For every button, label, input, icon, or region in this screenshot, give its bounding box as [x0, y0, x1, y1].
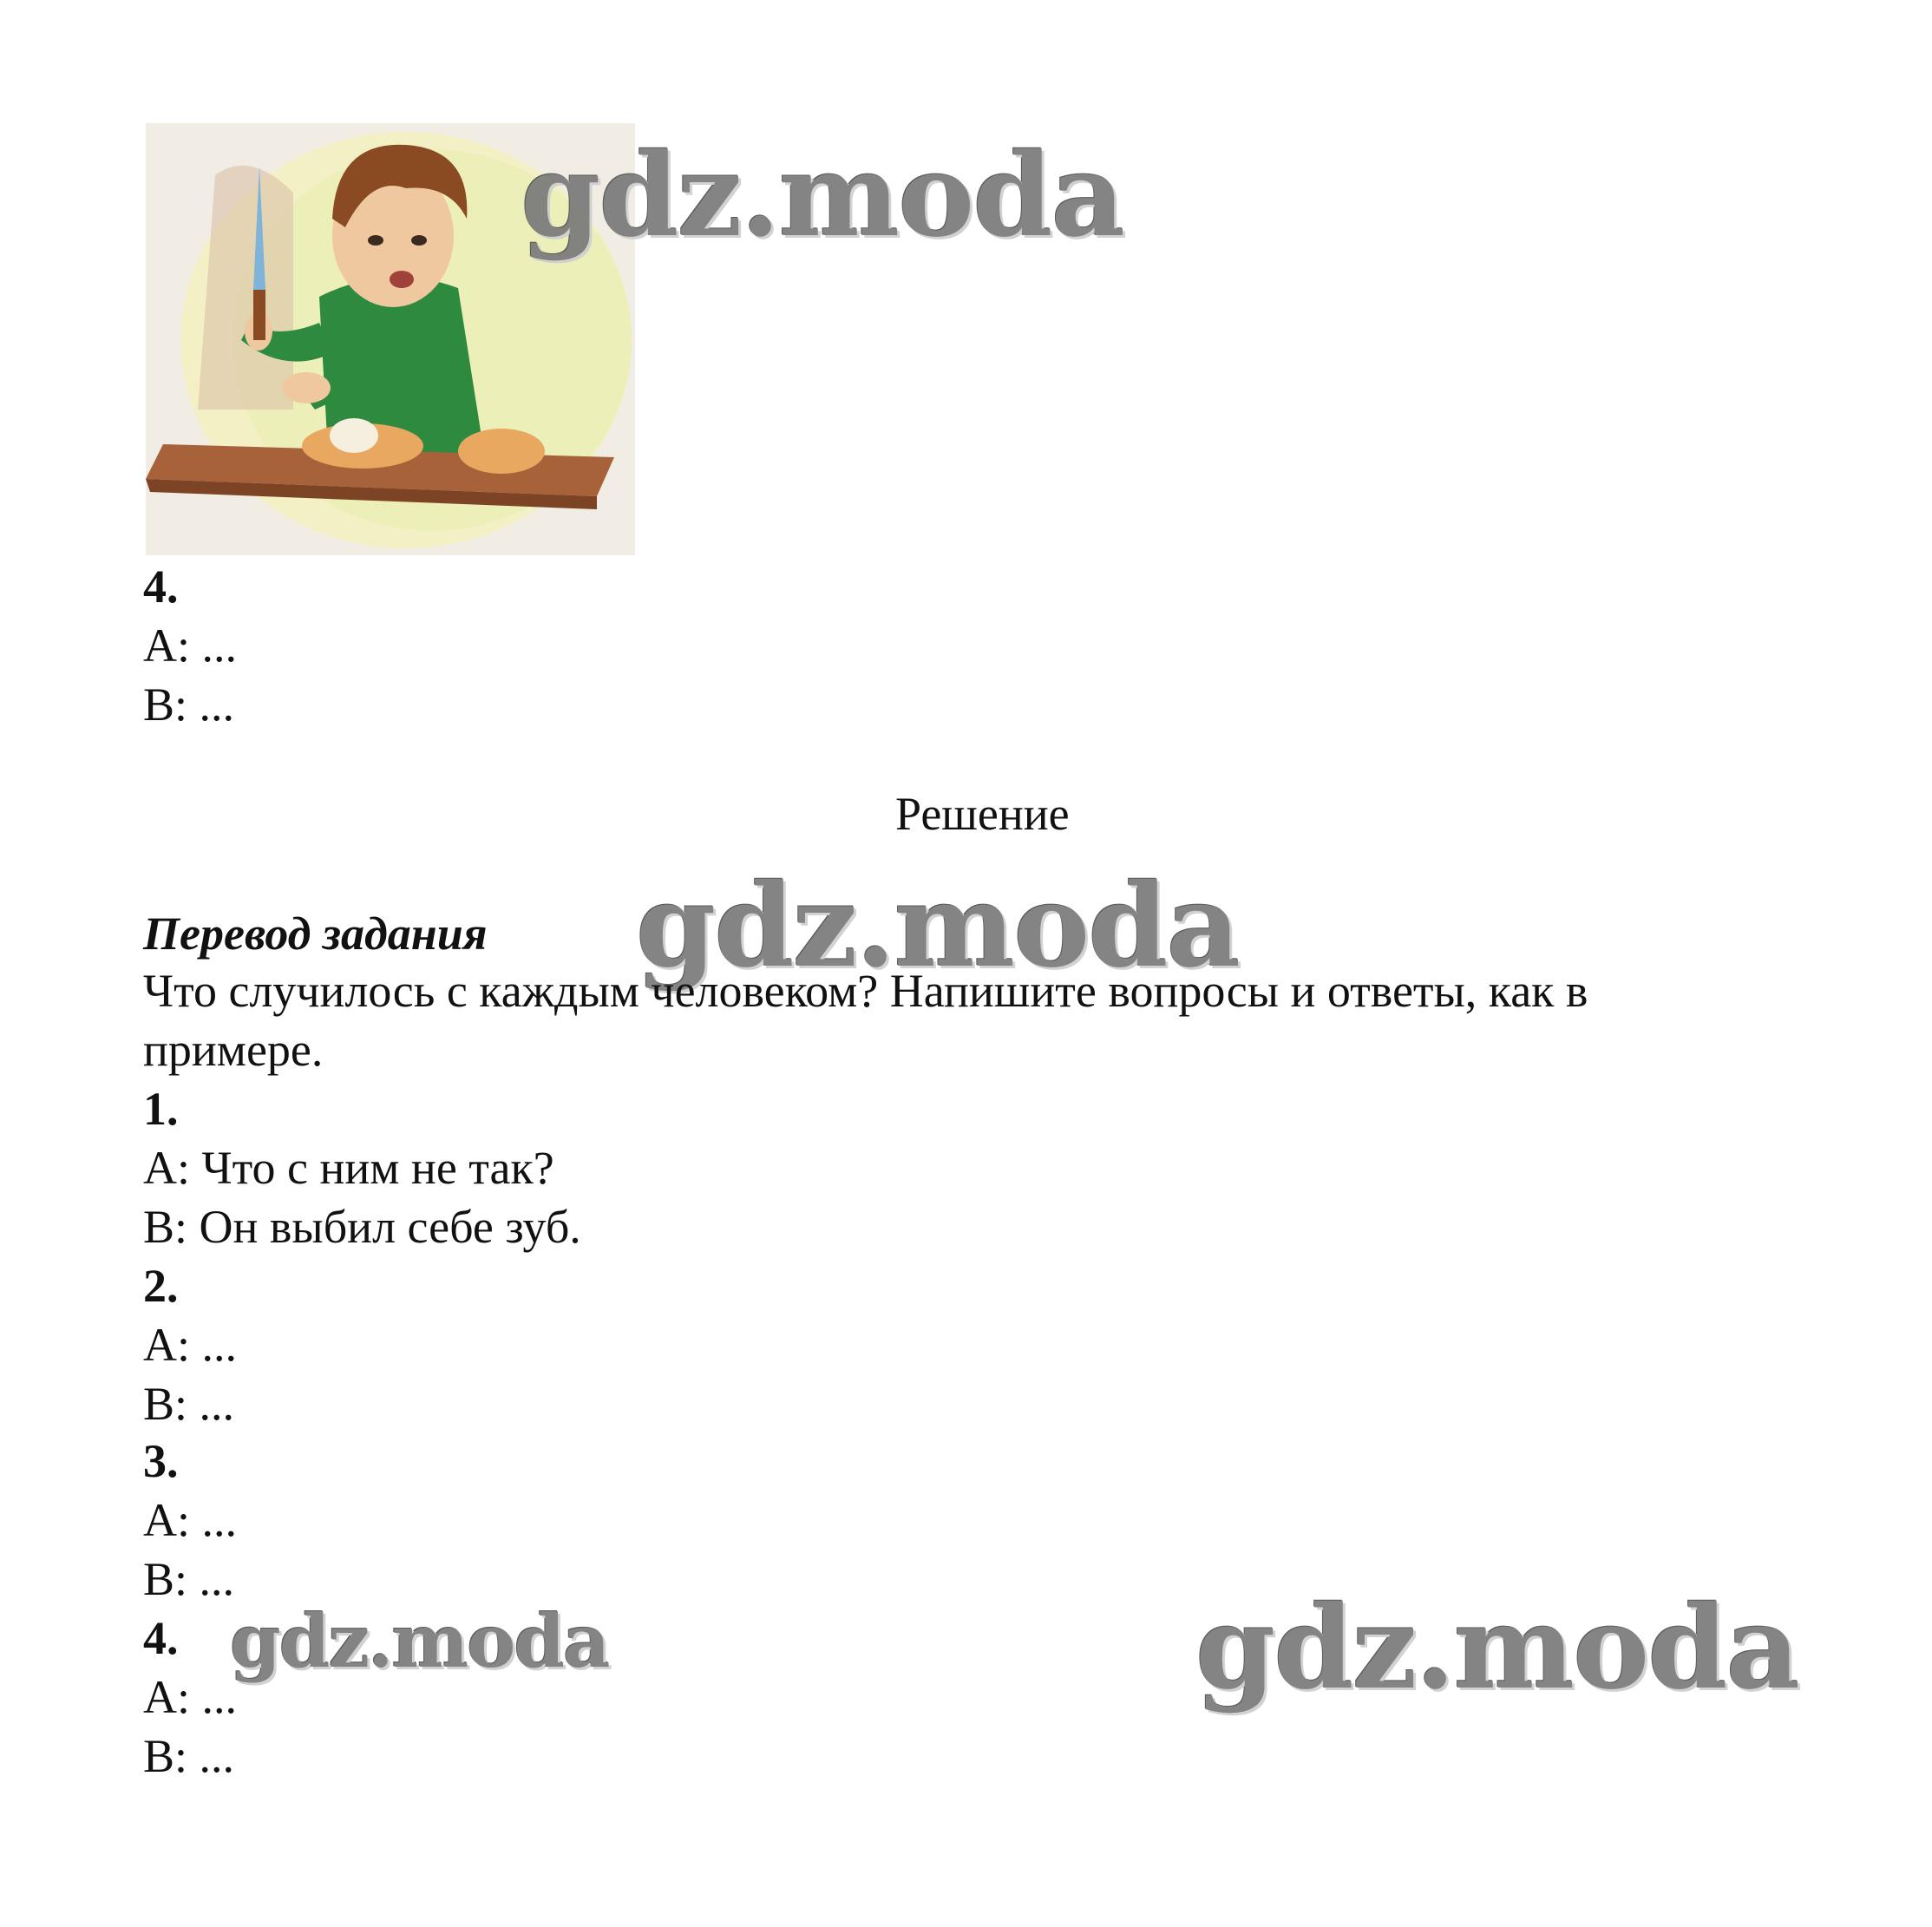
answer-line: B: ...	[143, 1553, 235, 1605]
item-number: 4.	[143, 1612, 179, 1664]
item-number: 3.	[143, 1435, 179, 1487]
answer-line: B: ...	[143, 678, 235, 731]
answer-line: B: ...	[143, 1378, 235, 1430]
answer-line: B: Он выбил себе зуб.	[143, 1201, 581, 1253]
question-line: A: ...	[143, 619, 237, 672]
question-line: A: ...	[143, 1494, 237, 1546]
watermark: gdz.moda	[636, 859, 1240, 993]
item-number: 4.	[143, 560, 179, 613]
item-number: 1.	[143, 1083, 179, 1135]
question-line: A: ...	[143, 1671, 237, 1723]
translation-text-line1: Что случилось с каждым человеком? Напишите вопросы и ответы, как в	[143, 965, 1588, 1017]
question-line: A: ...	[143, 1319, 237, 1371]
watermark: gdz.moda	[230, 1598, 609, 1684]
solution-label: Решение	[895, 788, 1070, 840]
translation-text-line2: примере.	[143, 1024, 324, 1076]
question-line: A: Что с ним не так?	[143, 1142, 554, 1194]
translation-heading: Перевод задания	[143, 908, 488, 960]
watermark: gdz.moda	[1195, 1581, 1799, 1715]
watermark: gdz.moda	[521, 128, 1124, 263]
answer-line: B: ...	[143, 1730, 235, 1782]
item-number: 2.	[143, 1260, 179, 1312]
